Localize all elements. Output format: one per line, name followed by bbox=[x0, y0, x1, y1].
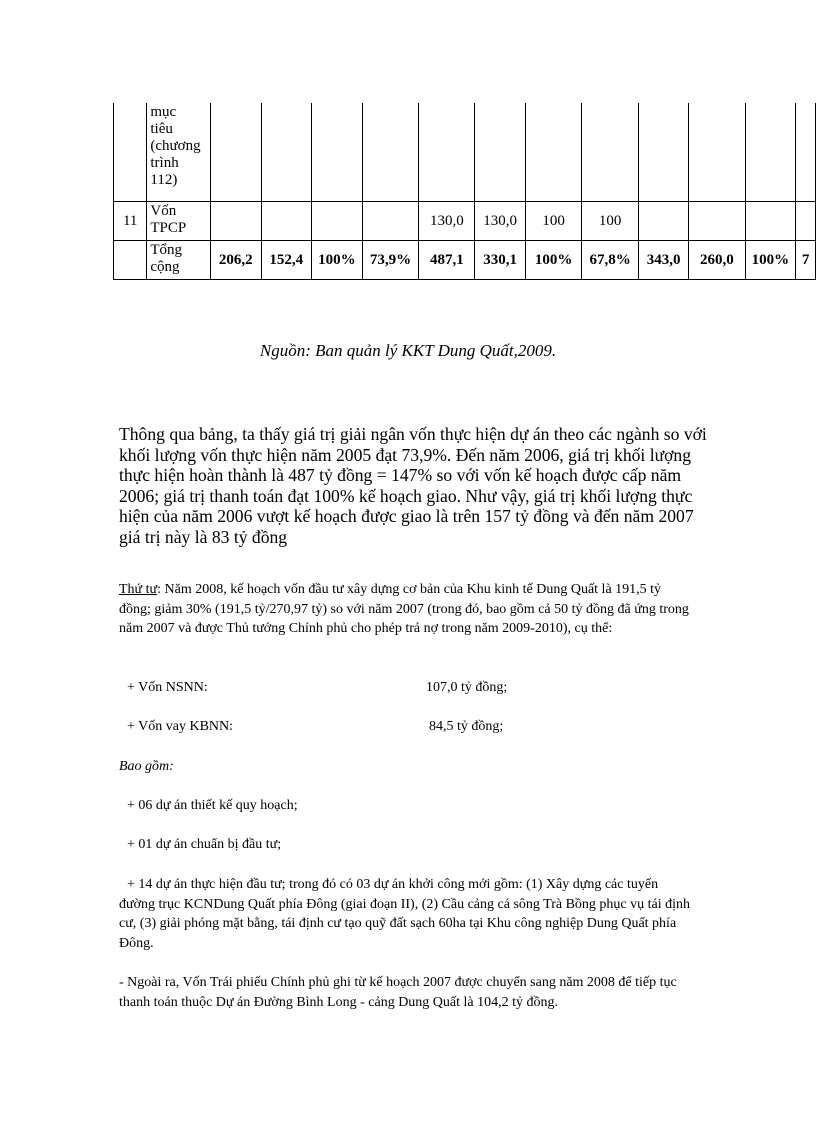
fund-kbnn-label: + Vốn vay KBNN: bbox=[127, 719, 234, 734]
row-number bbox=[114, 241, 147, 280]
table-cell bbox=[689, 202, 745, 241]
table-cell bbox=[362, 202, 419, 241]
summary-paragraph: Thông qua bảng, ta thấy giá trị giải ngân vốn thực hiện dự án theo các ngành so với khối lượng vốn thực hiện năm 2005 đạt 73,9%. Đến năm 2006, giá trị khối lượng thực hiện hoàn thành là 487 tỷ đồng = 147% so với vốn kế hoạch được cấp năm 2006; giá trị thanh toán đạt 100% kế hoạch giao. Như vậy, giá trị khối lượng thực hiện của năm 2006 vượt kế hoạch được giao là trên 157 tỷ đồng và đến năm 2007 giá trị này là 83 tỷ đồng bbox=[119, 424, 707, 547]
investment-table bbox=[113, 103, 816, 280]
includes-label: Bao gồm: bbox=[119, 759, 174, 774]
fourth-paragraph bbox=[119, 580, 694, 639]
table-cell: 260,0 bbox=[689, 241, 745, 280]
list-item: + 06 dự án thiết kế quy hoạch; bbox=[127, 798, 298, 813]
table-row bbox=[114, 202, 816, 241]
table-cell: 100% bbox=[745, 241, 796, 280]
row-name: mục tiêu (chương trình 112) bbox=[147, 103, 211, 202]
table-cell: 100% bbox=[312, 241, 363, 280]
table-cell: 330,1 bbox=[475, 241, 525, 280]
table-cell bbox=[211, 202, 261, 241]
row-number: 11 bbox=[114, 202, 147, 241]
table-cell bbox=[312, 202, 363, 241]
fund-nsnn-value: 107,0 tỷ đồng; bbox=[426, 680, 508, 695]
table-cell: 73,9% bbox=[362, 241, 419, 280]
final-paragraph: - Ngoài ra, Vốn Trái phiếu Chính phủ ghi từ kế hoạch 2007 được chuyển sang năm 2008 để tiếp tục thanh toán thuộc Dự án Đường Bình Long - cảng Dung Quất là 104,2 tỷ đồng. bbox=[119, 975, 677, 1010]
list-item: + 01 dự án chuẩn bị đầu tư; bbox=[127, 837, 282, 852]
row-name: Vốn TPCP bbox=[147, 202, 211, 241]
table-cell: 130,0 bbox=[419, 202, 475, 241]
table-cell: 100% bbox=[525, 241, 581, 280]
table-cell bbox=[796, 202, 816, 241]
fourth-label: Thứ tư bbox=[119, 582, 158, 597]
fund-kbnn-value: 84,5 tỷ đồng; bbox=[429, 719, 504, 734]
table-cell: 7 bbox=[796, 241, 816, 280]
table-cell: 67,8% bbox=[582, 241, 639, 280]
table-cell: 343,0 bbox=[638, 241, 688, 280]
table-cell: 100 bbox=[582, 202, 639, 241]
table-cell bbox=[261, 202, 311, 241]
list-item: + 14 dự án thực hiện đầu tư; trong đó có 03 dự án khởi công mới gồm: (1) Xây dựng các tuyến đường trục KCNDung Quất phía Đông (giai đoạn II), (2) Cầu cảng cá sông Trà Bồng phục vụ tái định cư, (3) giải phóng mặt bằng, tái định cư tạo quỹ đất sạch 60ha tại Khu công nghiệp Dung Quất phía Đông. bbox=[119, 877, 691, 951]
table-source-caption: Nguồn: Ban quản lý KKT Dung Quất,2009. bbox=[259, 341, 557, 360]
fourth-text: : Năm 2008, kế hoạch vốn đầu tư xây dựng cơ bản của Khu kinh tế Dung Quất là 191,5 tỷ đồng; giảm 30% (191,5 tỷ/270,97 tỷ) so với năm 2007 (trong đó, bao gồm cả 50 tỷ đồng đã ứng trong năm 2007 và được Thủ tướng Chính phủ cho phép trả nợ trong năm 2009-2010), cụ thể: bbox=[119, 582, 689, 636]
table-cell: 487,1 bbox=[419, 241, 475, 280]
fund-nsnn-label: + Vốn NSNN: bbox=[127, 680, 208, 695]
table-cell: 152,4 bbox=[261, 241, 311, 280]
table-row bbox=[114, 103, 816, 202]
row-name: Tổng cộng bbox=[147, 241, 211, 280]
table-cell: 130,0 bbox=[475, 202, 525, 241]
table-cell: 206,2 bbox=[211, 241, 261, 280]
table-cell bbox=[638, 202, 688, 241]
table-cell bbox=[745, 202, 796, 241]
table-cell: 100 bbox=[525, 202, 581, 241]
table-row-total bbox=[114, 241, 816, 280]
